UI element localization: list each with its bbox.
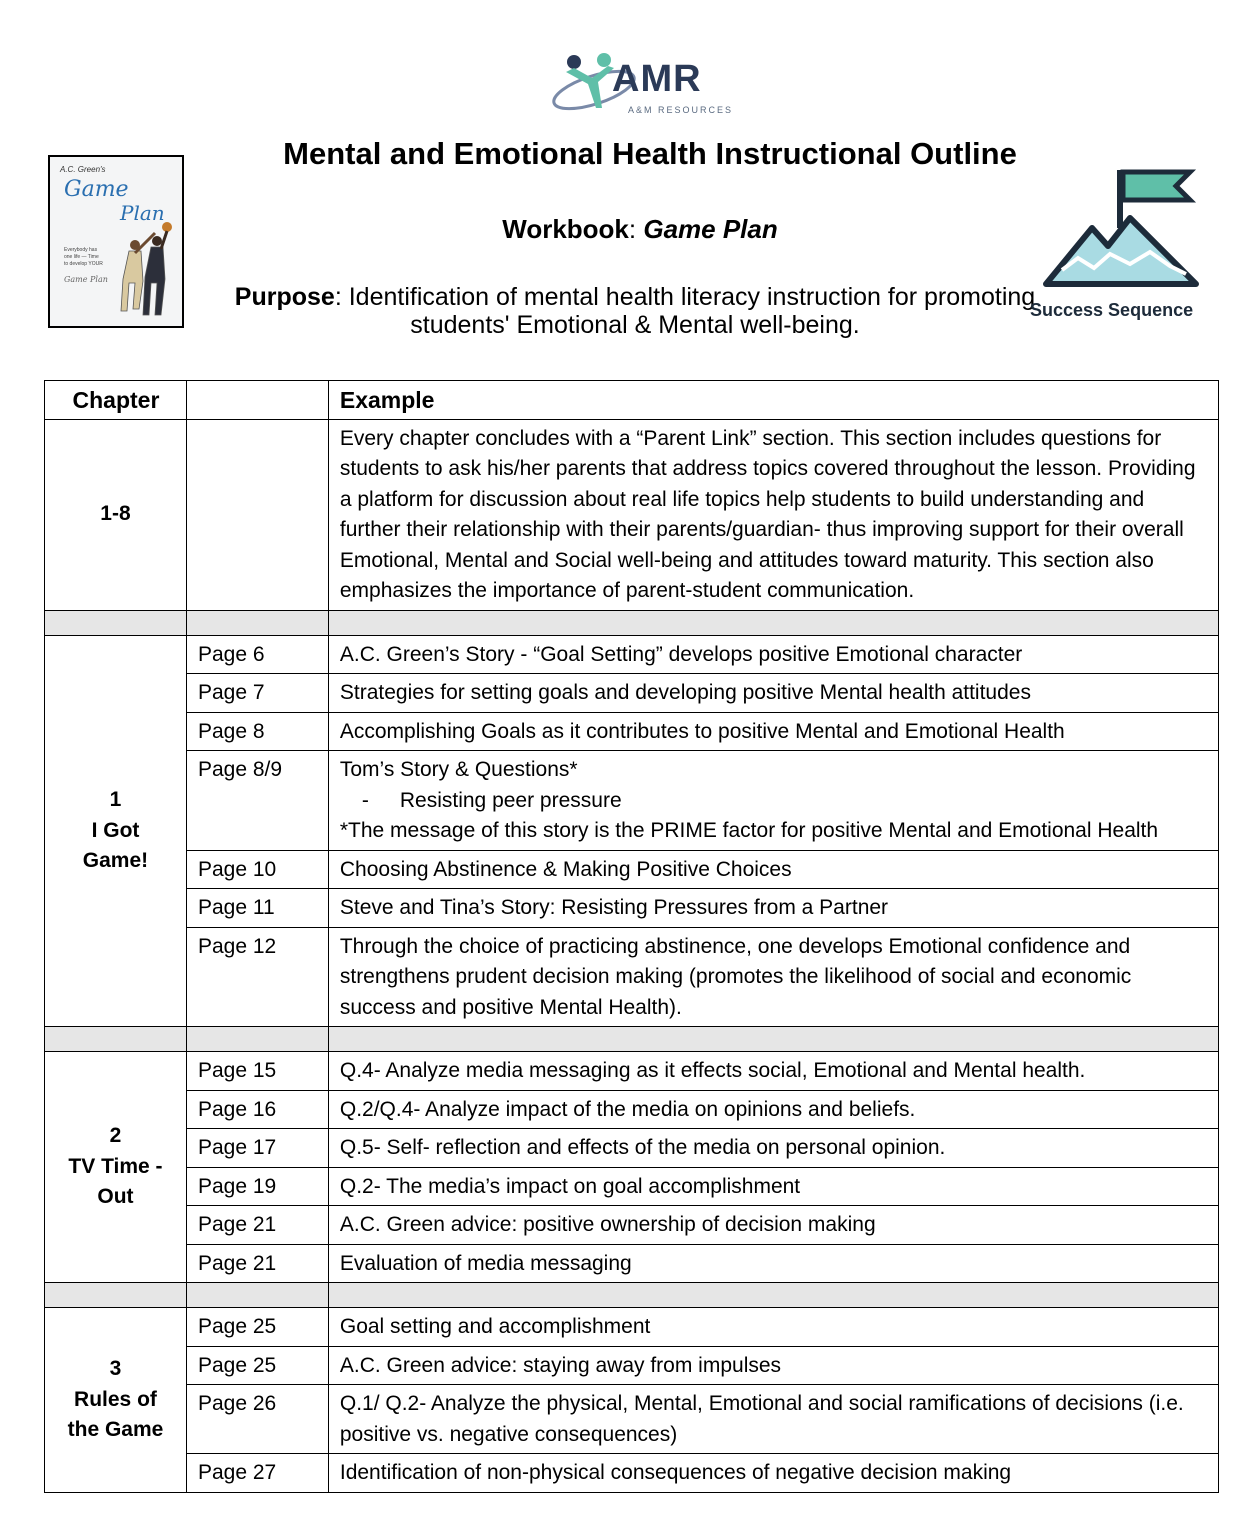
chapter-title-line1: Rules of xyxy=(74,1387,157,1411)
page-cell: Page 25 xyxy=(186,1346,328,1385)
chapter-title-line2: Game! xyxy=(82,849,149,872)
table-row xyxy=(45,635,1219,674)
header-page xyxy=(186,381,328,420)
page-cell xyxy=(186,419,328,610)
table-row xyxy=(45,1454,1219,1493)
example-cell: Q.2- The media’s impact on goal accomplishment xyxy=(328,1167,1218,1206)
chapter-number: 2 xyxy=(109,1124,122,1148)
table-row xyxy=(45,1167,1219,1206)
example-cell: Q.2/Q.4- Analyze impact of the media on opinions and beliefs. xyxy=(328,1090,1218,1129)
page-cell: Page 15 xyxy=(186,1052,328,1091)
table-row xyxy=(45,1244,1219,1283)
purpose-statement xyxy=(200,283,1070,339)
table-row xyxy=(45,1308,1219,1347)
example-cell xyxy=(328,751,1218,851)
table-row xyxy=(45,1129,1219,1168)
table-row xyxy=(45,889,1219,928)
example-text: Tom’s Story & Questions* xyxy=(339,758,578,781)
page-cell: Page 25 xyxy=(186,1308,328,1347)
cover-top-text: A.C. Green's xyxy=(60,165,106,174)
example-cell: Steve and Tina’s Story: Resisting Pressures from a Partner xyxy=(328,889,1218,928)
page-cell: Page 21 xyxy=(186,1206,328,1245)
chapter-title-line2: Out xyxy=(97,1185,134,1209)
table-row xyxy=(45,927,1219,1027)
workbook-separator: : xyxy=(628,214,644,244)
logo-subtitle: A&M RESOURCES xyxy=(628,105,734,115)
table-row xyxy=(45,419,1219,610)
page-cell: Page 6 xyxy=(186,635,328,674)
chapter-cell: 1-8 xyxy=(45,419,187,610)
separator-row xyxy=(45,610,1219,635)
table-row xyxy=(45,674,1219,713)
cover-blurb: Everybody has one life — Time to develop YOUR xyxy=(64,247,103,267)
page-cell: Page 26 xyxy=(186,1385,328,1454)
example-cell: Strategies for setting goals and developing positive Mental health attitudes xyxy=(328,674,1218,713)
cover-title-a: Game xyxy=(64,177,129,202)
page-cell: Page 21 xyxy=(186,1244,328,1283)
example-cell: Q.4- Analyze media messaging as it effects social, Emotional and Mental health. xyxy=(328,1052,1218,1091)
page-cell: Page 27 xyxy=(186,1454,328,1493)
example-note: *The message of this story is the PRIME factor for positive Mental and Emotional Health xyxy=(339,819,1159,842)
example-cell: Evaluation of media messaging xyxy=(328,1244,1218,1283)
separator-row xyxy=(45,1283,1219,1308)
example-cell: Goal setting and accomplishment xyxy=(328,1308,1218,1347)
table-row xyxy=(45,1385,1219,1454)
bullet-dash: - xyxy=(361,788,369,812)
page-cell: Page 19 xyxy=(186,1167,328,1206)
page-cell: Page 8/9 xyxy=(186,751,328,851)
example-cell: Every chapter concludes with a “Parent Link” section. This section includes questions for students to ask his/her parents that address topics covered throughout the lesson. Providing a platform for discussion about real life topics help students to build understanding and further their relationship with their parents/guardian- thus improving support for their overall Emotional, Mental and Social well-being and attitudes toward maturity. This section also emphasizes the importance of parent-student communication. xyxy=(328,419,1218,610)
example-cell: A.C. Green’s Story - “Goal Setting” develops positive Emotional character xyxy=(328,635,1218,674)
cover-title-b: Plan xyxy=(120,201,165,225)
workbook-name: Game Plan xyxy=(643,214,778,244)
document-title: Mental and Emotional Health Instructional Outline xyxy=(283,136,1017,171)
example-cell: Choosing Abstinence & Making Positive Choices xyxy=(328,850,1218,889)
bullet-text: Resisting peer pressure xyxy=(399,788,622,812)
example-cell: A.C. Green advice: staying away from impulses xyxy=(328,1346,1218,1385)
example-cell: Accomplishing Goals as it contributes to positive Mental and Emotional Health xyxy=(328,712,1218,751)
chapter-cell xyxy=(45,635,187,1027)
purpose-text: : Identification of mental health literacy instruction for promoting students' Emotional & Mental well-being. xyxy=(334,283,1036,339)
header-example: Example xyxy=(328,381,1218,420)
example-cell: Identification of non-physical consequences of negative decision making xyxy=(328,1454,1218,1493)
example-cell: Q.5- Self- reflection and effects of the media on personal opinion. xyxy=(328,1129,1218,1168)
cover-mini-title: Game Plan xyxy=(64,275,108,284)
chapter-cell xyxy=(45,1308,187,1493)
chapter-cell xyxy=(45,1052,187,1283)
logo-wordmark: AMR xyxy=(612,58,702,100)
table-row xyxy=(45,1090,1219,1129)
table-row xyxy=(45,850,1219,889)
table-header-row xyxy=(45,381,1219,420)
page-cell: Page 10 xyxy=(186,850,328,889)
header-chapter: Chapter xyxy=(45,381,187,420)
chapter-title-line2: the Game xyxy=(67,1418,164,1441)
chapter-title-line1: I Got xyxy=(91,818,140,842)
table-row xyxy=(45,712,1219,751)
page-cell: Page 17 xyxy=(186,1129,328,1168)
page-cell: Page 8 xyxy=(186,712,328,751)
chapter-number: 3 xyxy=(109,1357,122,1380)
bullet-item xyxy=(340,786,1208,817)
example-cell: Through the choice of practicing abstinence, one develops Emotional confidence and strengthens prudent decision making (promotes the likelihood of social and economic success and positive Mental Health). xyxy=(328,927,1218,1027)
table-row xyxy=(45,1206,1219,1245)
table-row xyxy=(45,751,1219,851)
mountain-flag-icon xyxy=(1040,166,1200,290)
example-cell: A.C. Green advice: positive ownership of decision making xyxy=(328,1206,1218,1245)
chapter-number: 1 xyxy=(109,788,122,811)
instructional-outline-table xyxy=(44,380,1219,1493)
page-cell: Page 16 xyxy=(186,1090,328,1129)
example-cell: Q.1/ Q.2- Analyze the physical, Mental, Emotional and social ramifications of decisions (i.e. positive vs. negative consequences) xyxy=(328,1385,1218,1454)
page-cell: Page 7 xyxy=(186,674,328,713)
success-sequence-label: Success Sequence xyxy=(1030,300,1194,320)
table-row xyxy=(45,1346,1219,1385)
workbook-label: Workbook xyxy=(502,214,629,244)
chapter-title-line1: TV Time - xyxy=(68,1154,163,1178)
page-cell: Page 12 xyxy=(186,927,328,1027)
purpose-label: Purpose xyxy=(234,283,335,311)
separator-row xyxy=(45,1027,1219,1052)
page-cell: Page 11 xyxy=(186,889,328,928)
table-row xyxy=(45,1052,1219,1091)
